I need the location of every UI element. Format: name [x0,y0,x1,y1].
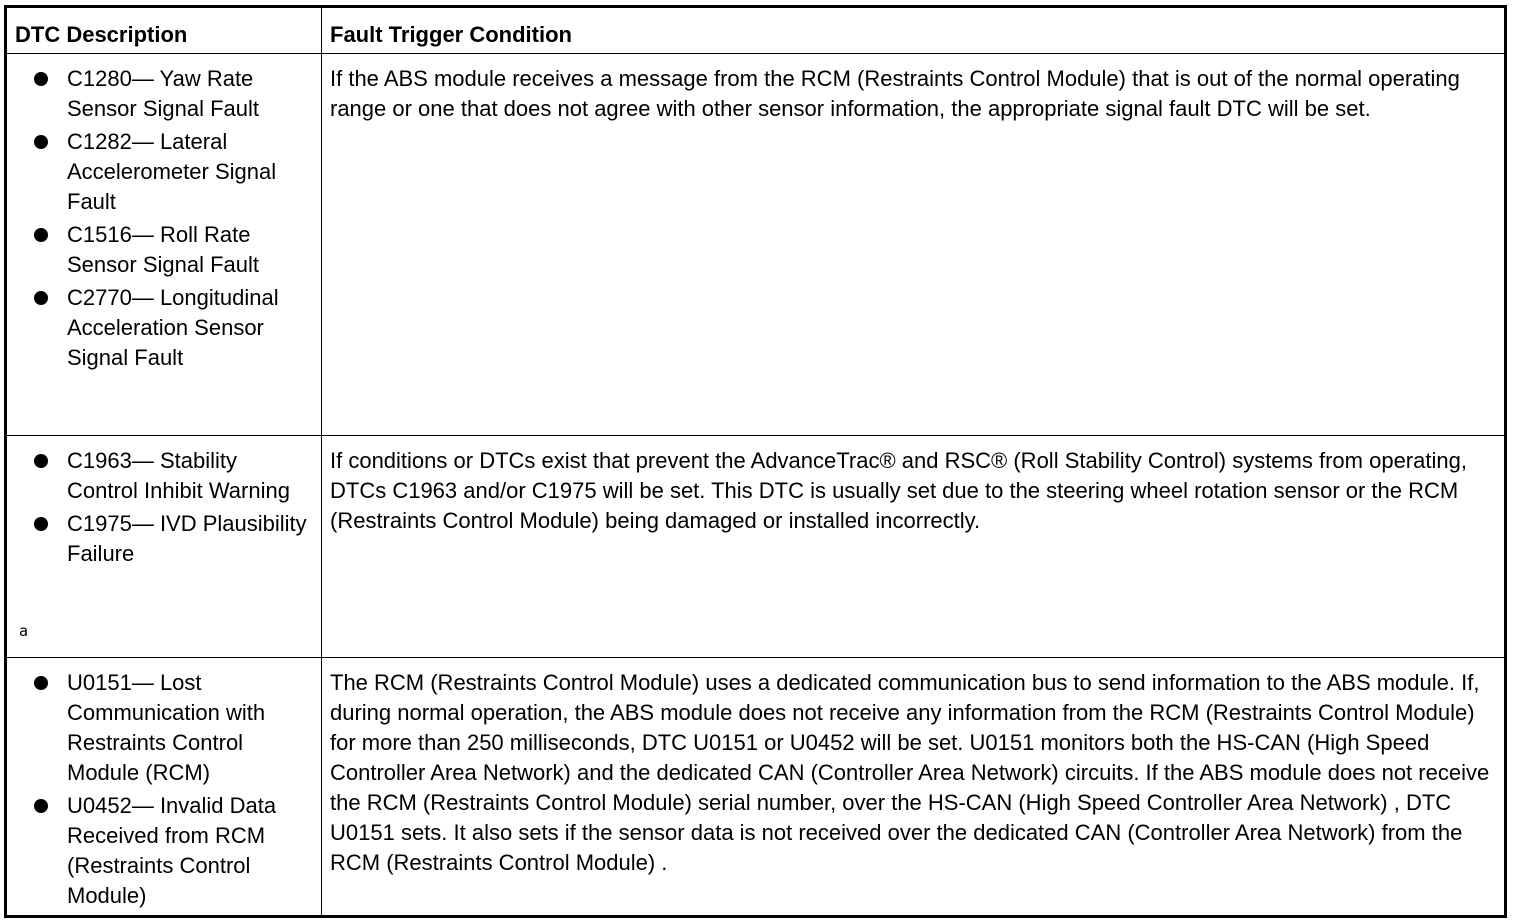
bullet-icon [34,799,48,813]
dtc-item-text: C1280— Yaw Rate Sensor Signal Fault [67,66,259,121]
dtc-description-cell [6,658,322,917]
table-row [6,436,1506,658]
fault-condition-cell: The RCM (Restraints Control Module) uses a dedicated communication bus to send information to the ABS module. If, during normal operation, the ABS module does not receive any information from the RCM (Restraints Control Module) for more than 250 milliseconds, DTC U0151 or U0452 will be set. U0151 monitors both the HS-CAN (High Speed Controller Area Network) and the dedicated CAN (Controller Area Network) circuits. If the ABS module does not receive the RCM (Restraints Control Module) serial number, over the HS-CAN (High Speed Controller Area Network) , DTC U0151 sets. It also sets if the sensor data is not received over the dedicated CAN (Controller Area Network) from the RCM (Restraints Control Module) . [322,658,1506,917]
bullet-icon [34,72,48,86]
table-row [6,54,1506,436]
fault-condition-cell: If conditions or DTCs exist that prevent the AdvanceTrac® and RSC® (Roll Stability Control) systems from operating, DTCs C1963 and/or C1975 will be set. This DTC is usually set due to the steering wheel rotation sensor or the RCM (Restraints Control Module) being damaged or installed incorrectly. [322,436,1506,658]
table-header-row [6,7,1506,54]
dtc-table [4,5,1507,918]
bullet-icon [34,135,48,149]
footnote-marker: a [19,622,29,640]
dtc-item-text: C1963— Stability Control Inhibit Warning [67,448,290,503]
bullet-icon [34,291,48,305]
dtc-list-item [67,127,311,217]
fault-condition-cell: If the ABS module receives a message from the RCM (Restraints Control Module) that is out of the normal operating range or one that does not agree with other sensor information, the appropriate signal fault DTC will be set. [322,54,1506,436]
dtc-list [7,668,311,911]
dtc-list-item [67,220,311,280]
bullet-icon [34,517,48,531]
dtc-item-text: U0452— Invalid Data Received from RCM (Restraints Control Module) [67,793,277,908]
dtc-list [7,446,311,569]
dtc-list-item [67,668,311,788]
dtc-list-item [67,64,311,124]
bullet-icon [34,228,48,242]
table-row [6,658,1506,917]
dtc-list-item [67,509,311,569]
header-dtc-description: DTC Description [6,7,322,54]
dtc-item-text: C2770— Longitudinal Acceleration Sensor Signal Fault [67,285,279,370]
dtc-list-item [67,446,311,506]
dtc-description-cell [6,436,322,658]
dtc-item-text: C1516— Roll Rate Sensor Signal Fault [67,222,259,277]
header-fault-trigger-condition: Fault Trigger Condition [322,7,1506,54]
dtc-item-text: U0151— Lost Communication with Restraints Control Module (RCM) [67,670,266,785]
dtc-item-text: C1975— IVD Plausibility Failure [67,511,307,566]
dtc-list-item [67,791,311,911]
bullet-icon [34,454,48,468]
dtc-list [7,64,311,373]
bullet-icon [34,676,48,690]
dtc-description-cell [6,54,322,436]
dtc-item-text: C1282— Lateral Accelerometer Signal Fault [67,129,277,214]
dtc-list-item [67,283,311,373]
